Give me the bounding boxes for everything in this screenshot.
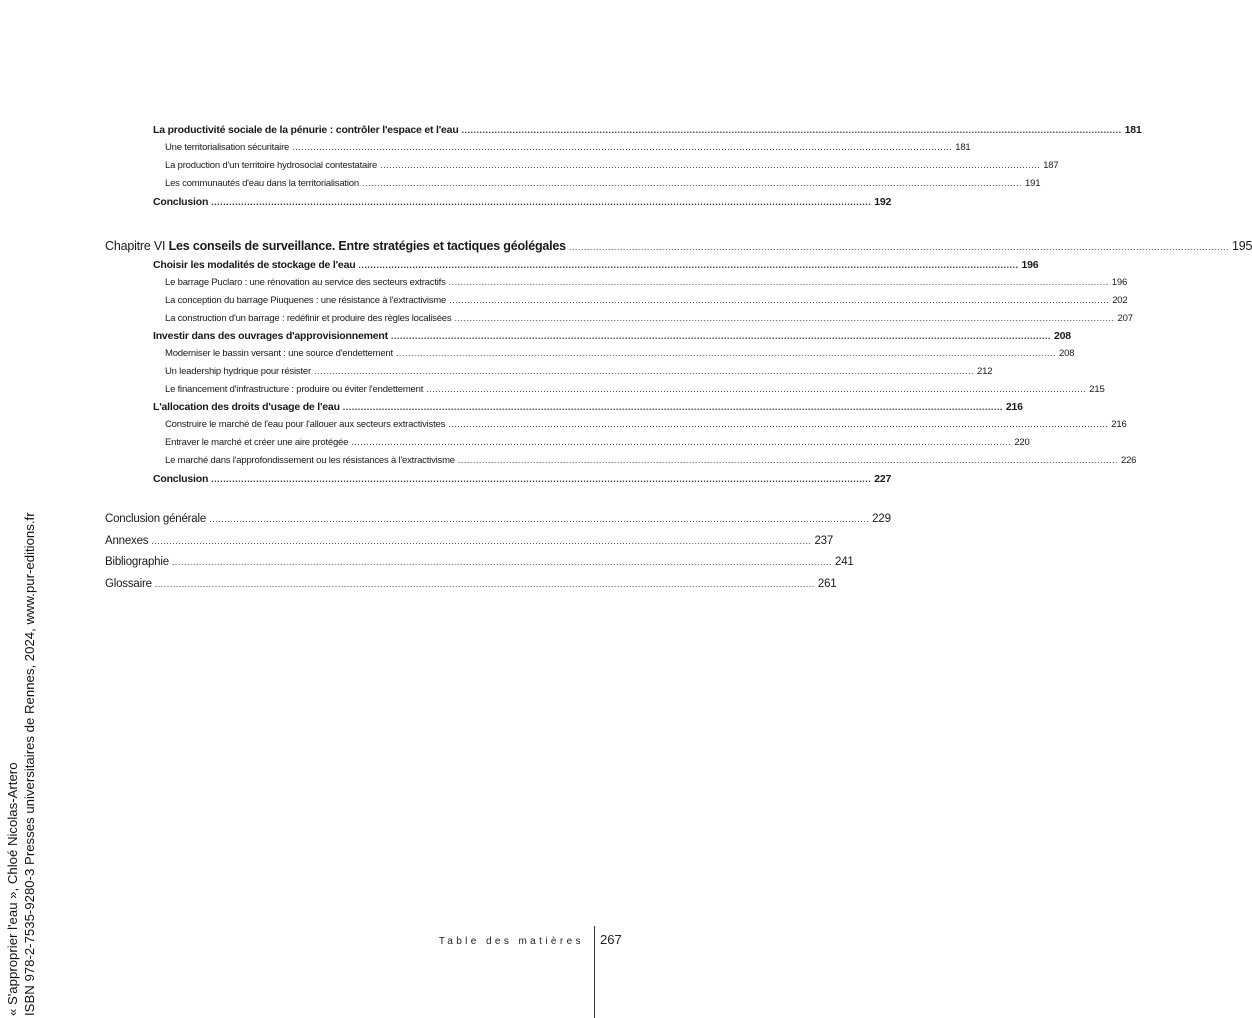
dot-leader: ............................................................................................................................................................................................................................ bbox=[449, 295, 1110, 305]
dot-leader: ............................................................................................................................................................................................................................ bbox=[461, 125, 1122, 135]
toc-entry[interactable] bbox=[153, 401, 1023, 413]
toc-entry-title: La productivité sociale de la pénurie : contrôler l'espace et l'eau bbox=[153, 124, 459, 136]
toc-entry[interactable] bbox=[165, 160, 1059, 171]
toc-entry[interactable] bbox=[165, 455, 1137, 466]
dot-leader: ............................................................................................................................................................................................................................ bbox=[361, 178, 1023, 188]
toc-entry-page: 181 bbox=[955, 142, 971, 153]
toc-entry-page: 196 bbox=[1021, 259, 1039, 271]
toc-entry[interactable] bbox=[105, 578, 837, 591]
toc-entry-page: 196 bbox=[1111, 277, 1128, 288]
dot-leader: ............................................................................................................................................................................................................................ bbox=[358, 260, 1019, 270]
dot-leader: ............................................................................................................................................................................................................................ bbox=[380, 160, 1041, 170]
dot-leader: ............................................................................................................................................................................................................................ bbox=[448, 419, 1109, 429]
sidebar-line-title: « S'approprier l'eau », Chloé Nicolas-Artero bbox=[5, 762, 20, 1016]
toc-chapter-heading bbox=[105, 240, 566, 253]
page-number: 267 bbox=[600, 932, 622, 947]
dot-leader: ............................................................................................................................................................................................................................ bbox=[351, 437, 1012, 447]
toc-entry-title: Choisir les modalités de stockage de l'eau bbox=[153, 259, 356, 271]
toc-entry-title: Conclusion bbox=[153, 196, 209, 208]
toc-entry-title: Conclusion bbox=[153, 473, 209, 485]
dot-leader: ............................................................................................................................................................................................................................ bbox=[426, 384, 1087, 394]
toc-entry-title: Annexes bbox=[105, 535, 149, 547]
toc-entry-page: 261 bbox=[817, 578, 837, 590]
chapter-label: Chapitre VI bbox=[105, 239, 166, 253]
dot-leader: ............................................................................................................................................................................................................................ bbox=[211, 197, 872, 207]
toc-entry[interactable] bbox=[105, 556, 854, 569]
toc-entry-page: 208 bbox=[1059, 348, 1075, 359]
toc-entry-page: 195 bbox=[1232, 239, 1252, 253]
toc-entry-page: 229 bbox=[872, 513, 891, 525]
dot-leader: ............................................................................................................................................................................................................................ bbox=[457, 455, 1118, 465]
dot-leader: ............................................................................................................................................................................................................................ bbox=[209, 514, 870, 524]
toc-entry-page: 181 bbox=[1124, 124, 1142, 136]
toc-entry-title: Bibliographie bbox=[105, 556, 169, 568]
dot-leader: ............................................................................................................................................................................................................................ bbox=[171, 557, 832, 567]
toc-entry[interactable] bbox=[153, 473, 892, 485]
dot-leader: ............................................................................................................................................................................................................................ bbox=[211, 474, 872, 484]
toc-entry-title: Le barrage Puclaro : une rénovation au service des secteurs extractifs bbox=[165, 277, 446, 288]
sidebar-line-isbn: ISBN 978-2-7535-9280-3 Presses universitaires de Rennes, 2024, www.pur-editions.fr bbox=[22, 512, 37, 1016]
toc-entry-title: Les communautés d'eau dans la territorialisation bbox=[165, 178, 359, 189]
toc-entry[interactable] bbox=[165, 366, 993, 377]
toc-entry-title: Glossaire bbox=[105, 578, 152, 590]
toc-entry-title: Moderniser le bassin versant : une source d'endettement bbox=[165, 348, 393, 359]
toc-entry[interactable] bbox=[153, 124, 1142, 136]
toc-entry[interactable] bbox=[165, 277, 1128, 288]
footer-divider bbox=[594, 926, 595, 1018]
toc-entry-title: Un leadership hydrique pour résister bbox=[165, 366, 311, 377]
toc-entry-page: 192 bbox=[874, 196, 892, 208]
toc-entry-page: 226 bbox=[1121, 455, 1137, 466]
toc-entry-page: 241 bbox=[835, 556, 854, 568]
toc-entry-page: 207 bbox=[1117, 313, 1133, 324]
toc-entry-page: 191 bbox=[1025, 178, 1041, 189]
toc-chapter-entry[interactable] bbox=[105, 239, 1252, 253]
chapter-title: Les conseils de surveillance. Entre stratégies et tactiques géolégales bbox=[168, 239, 566, 253]
toc-entry-page: 220 bbox=[1014, 437, 1030, 448]
toc-entry-title: Investir dans des ouvrages d'approvisionnement bbox=[153, 330, 388, 342]
toc-entry-title: Une territorialisation sécuritaire bbox=[165, 142, 290, 153]
toc-entry-title: La conception du barrage Piuquenes : une résistance à l'extractivisme bbox=[165, 295, 447, 306]
dot-leader: ............................................................................................................................................................................................................................ bbox=[390, 331, 1051, 341]
toc-entry[interactable] bbox=[165, 419, 1127, 430]
toc-entry[interactable] bbox=[153, 196, 892, 208]
toc-entry[interactable] bbox=[165, 384, 1105, 395]
toc-entry-page: 215 bbox=[1089, 384, 1105, 395]
running-title: Table des matières bbox=[438, 936, 584, 947]
toc-entry[interactable] bbox=[165, 178, 1041, 189]
copyright-sidebar bbox=[4, 456, 38, 1016]
toc-entry-page: 237 bbox=[814, 535, 834, 547]
toc-entry[interactable] bbox=[105, 513, 891, 526]
toc-entry[interactable] bbox=[153, 330, 1071, 342]
dot-leader: ............................................................................................................................................................................................................................ bbox=[292, 142, 953, 152]
dot-leader: ............................................................................................................................................................................................................................ bbox=[342, 402, 1003, 412]
toc-entry-title: Conclusion générale bbox=[105, 513, 207, 525]
toc-entry-title: L'allocation des droits d'usage de l'eau bbox=[153, 401, 340, 413]
toc-entry[interactable] bbox=[165, 348, 1075, 359]
toc-entry-page: 202 bbox=[1112, 295, 1128, 306]
toc-entry-title: La production d'un territoire hydrosocial contestataire bbox=[165, 160, 378, 171]
toc-entry[interactable] bbox=[165, 295, 1128, 306]
toc-entry-page: 212 bbox=[977, 366, 993, 377]
toc-entry[interactable] bbox=[105, 535, 834, 548]
toc-entry-page: 216 bbox=[1111, 419, 1127, 430]
dot-leader: ............................................................................................................................................................................................................................ bbox=[568, 242, 1230, 252]
dot-leader: ............................................................................................................................................................................................................................ bbox=[448, 277, 1109, 287]
toc-entry-page: 216 bbox=[1005, 401, 1023, 413]
toc-entry[interactable] bbox=[165, 437, 1030, 448]
toc-entry[interactable] bbox=[165, 142, 971, 153]
toc-entry-title: Le marché dans l'approfondissement ou les résistances à l'extractivisme bbox=[165, 455, 455, 466]
toc-entry-title: La construction d'un barrage : redéfinir et produire des règles localisées bbox=[165, 313, 452, 324]
toc-entry-page: 187 bbox=[1043, 160, 1059, 171]
dot-leader: ............................................................................................................................................................................................................................ bbox=[454, 313, 1115, 323]
dot-leader: ............................................................................................................................................................................................................................ bbox=[313, 366, 975, 376]
toc-entry-page: 208 bbox=[1053, 330, 1071, 342]
dot-leader: ............................................................................................................................................................................................................................ bbox=[395, 348, 1057, 358]
toc-entry-title: Entraver le marché et créer une aire protégée bbox=[165, 437, 349, 448]
toc-entry-title: Le financement d'infrastructure : produire ou éviter l'endettement bbox=[165, 384, 424, 395]
toc-entry-title: Construire le marché de l'eau pour l'allouer aux secteurs extractivistes bbox=[165, 419, 446, 430]
dot-leader: ............................................................................................................................................................................................................................ bbox=[154, 579, 815, 589]
dot-leader: ............................................................................................................................................................................................................................ bbox=[151, 536, 812, 546]
toc-entry-page: 227 bbox=[874, 473, 892, 485]
toc-entry[interactable] bbox=[153, 259, 1039, 271]
toc-entry[interactable] bbox=[165, 313, 1133, 324]
